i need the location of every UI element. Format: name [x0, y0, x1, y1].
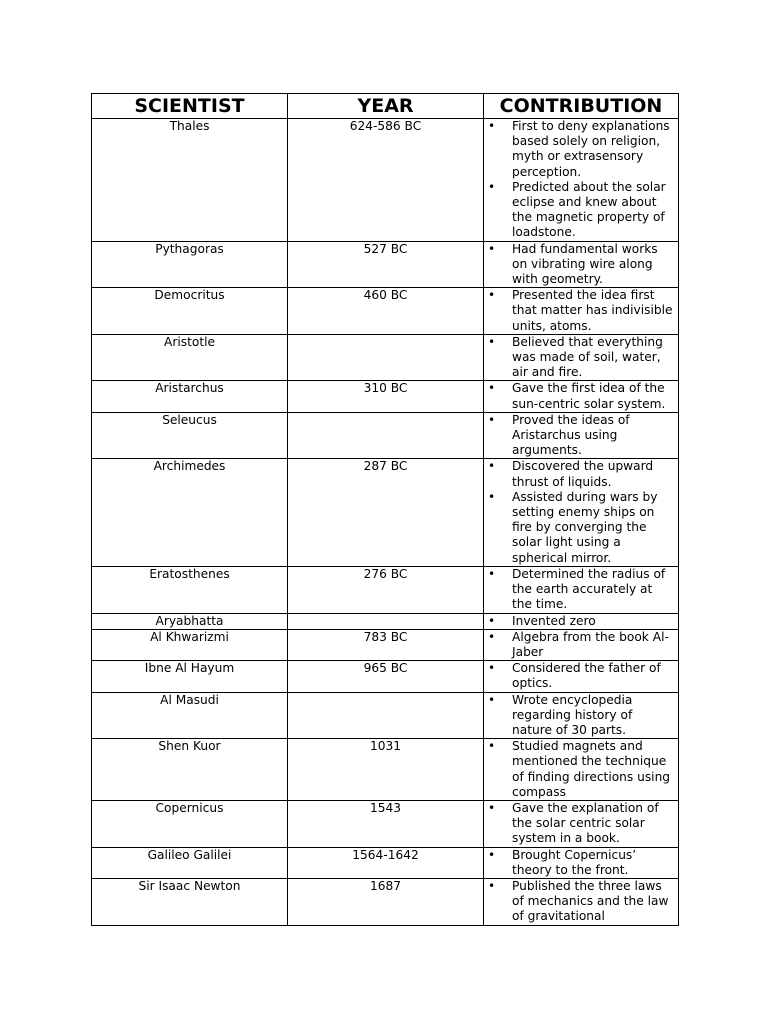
- contribution-cell: [484, 661, 679, 692]
- contribution-item: • Gave the first idea of the sun-centric solar system.: [512, 381, 675, 411]
- contribution-cell: [484, 241, 679, 288]
- contribution-list: [484, 459, 675, 565]
- contribution-item: • Studied magnets and mentioned the technique of finding directions using compass: [512, 739, 675, 800]
- scientist-year: 965 BC: [288, 661, 484, 692]
- table-row: [92, 412, 679, 459]
- contribution-item: • Assisted during wars by setting enemy ships on fire by converging the solar light using a spherical mirror.: [512, 490, 675, 566]
- table-row: [92, 288, 679, 335]
- table-row: [92, 334, 679, 381]
- contribution-cell: [484, 288, 679, 335]
- contribution-cell: [484, 800, 679, 847]
- table-row: [92, 241, 679, 288]
- contribution-item: • Published the three laws of mechanics and the law of gravitational: [512, 879, 675, 925]
- contribution-cell: [484, 412, 679, 459]
- scientist-year: 783 BC: [288, 629, 484, 660]
- scientist-name: Archimedes: [92, 459, 288, 566]
- scientist-name: Galileo Galilei: [92, 847, 288, 878]
- contribution-item: • Algebra from the book Al- Jaber: [512, 630, 675, 660]
- header-contribution: CONTRIBUTION: [484, 94, 679, 119]
- table-row: [92, 629, 679, 660]
- table-row: [92, 878, 679, 925]
- scientist-year: [288, 334, 484, 381]
- contribution-item: • Considered the father of optics.: [512, 661, 675, 691]
- table-row: [92, 661, 679, 692]
- contribution-item: • First to deny explanations based solely on religion, myth or extrasensory perception.: [512, 119, 675, 180]
- scientists-table: [91, 93, 679, 926]
- table-row: [92, 692, 679, 739]
- contribution-cell: [484, 692, 679, 739]
- header-year: YEAR: [288, 94, 484, 119]
- contribution-list: [484, 288, 675, 334]
- scientist-year: 1031: [288, 739, 484, 801]
- contribution-item: • Determined the radius of the earth accurately at the time.: [512, 567, 675, 613]
- table-header: [92, 94, 679, 119]
- scientist-name: Al Khwarizmi: [92, 629, 288, 660]
- contribution-list: [484, 630, 675, 660]
- contribution-list: [484, 848, 675, 878]
- contribution-item: • Gave the explanation of the solar centric solar system in a book.: [512, 801, 675, 847]
- header-row: [92, 94, 679, 119]
- table-row: [92, 613, 679, 629]
- scientist-name: Seleucus: [92, 412, 288, 459]
- contribution-list: [484, 381, 675, 411]
- contribution-list: [484, 739, 675, 800]
- contribution-item: • Believed that everything was made of soil, water, air and fire.: [512, 335, 675, 381]
- contribution-cell: [484, 459, 679, 566]
- contribution-list: [484, 614, 675, 629]
- table-row: [92, 800, 679, 847]
- scientist-year: [288, 613, 484, 629]
- contribution-list: [484, 413, 675, 459]
- contribution-list: [484, 567, 675, 613]
- contribution-list: [484, 693, 675, 739]
- table-row: [92, 847, 679, 878]
- contribution-list: [484, 801, 675, 847]
- contribution-item: • Had fundamental works on vibrating wire along with geometry.: [512, 242, 675, 288]
- scientist-name: Thales: [92, 119, 288, 242]
- contribution-item: • Discovered the upward thrust of liquids.: [512, 459, 675, 489]
- scientist-year: 276 BC: [288, 566, 484, 613]
- scientist-name: Democritus: [92, 288, 288, 335]
- contribution-cell: [484, 878, 679, 925]
- scientist-name: Pythagoras: [92, 241, 288, 288]
- contribution-item: • Predicted about the solar eclipse and knew about the magnetic property of loadstone.: [512, 180, 675, 241]
- scientist-year: 310 BC: [288, 381, 484, 412]
- contribution-item: • Presented the idea first that matter has indivisible units, atoms.: [512, 288, 675, 334]
- contribution-cell: [484, 566, 679, 613]
- contribution-cell: [484, 613, 679, 629]
- scientist-name: Al Masudi: [92, 692, 288, 739]
- contribution-cell: [484, 739, 679, 801]
- scientist-name: Copernicus: [92, 800, 288, 847]
- scientist-name: Aryabhatta: [92, 613, 288, 629]
- scientist-year: 527 BC: [288, 241, 484, 288]
- table-row: [92, 739, 679, 801]
- table-row: [92, 459, 679, 566]
- scientist-name: Sir Isaac Newton: [92, 878, 288, 925]
- header-scientist: SCIENTIST: [92, 94, 288, 119]
- scientist-year: 624-586 BC: [288, 119, 484, 242]
- contribution-cell: [484, 334, 679, 381]
- table-row: [92, 381, 679, 412]
- table-body: [92, 119, 679, 926]
- table-row: [92, 566, 679, 613]
- contribution-cell: [484, 847, 679, 878]
- scientist-name: Eratosthenes: [92, 566, 288, 613]
- contribution-list: [484, 661, 675, 691]
- scientist-name: Aristarchus: [92, 381, 288, 412]
- scientist-year: 1687: [288, 878, 484, 925]
- scientist-year: 287 BC: [288, 459, 484, 566]
- scientist-year: 460 BC: [288, 288, 484, 335]
- contribution-list: [484, 879, 675, 925]
- contribution-cell: [484, 629, 679, 660]
- contribution-item: • Brought Copernicus’ theory to the front.: [512, 848, 675, 878]
- scientist-name: Shen Kuor: [92, 739, 288, 801]
- contribution-list: [484, 335, 675, 381]
- scientist-year: 1564-1642: [288, 847, 484, 878]
- contribution-item: • Proved the ideas of Aristarchus using arguments.: [512, 413, 675, 459]
- contribution-item: • Wrote encyclopedia regarding history of nature of 30 parts.: [512, 693, 675, 739]
- contribution-cell: [484, 381, 679, 412]
- scientist-year: [288, 692, 484, 739]
- contribution-cell: [484, 119, 679, 242]
- contribution-list: [484, 119, 675, 241]
- scientist-year: 1543: [288, 800, 484, 847]
- scientist-year: [288, 412, 484, 459]
- contribution-list: [484, 242, 675, 288]
- table-row: [92, 119, 679, 242]
- scientist-name: Ibne Al Hayum: [92, 661, 288, 692]
- contribution-item: • Invented zero: [512, 614, 675, 629]
- scientist-name: Aristotle: [92, 334, 288, 381]
